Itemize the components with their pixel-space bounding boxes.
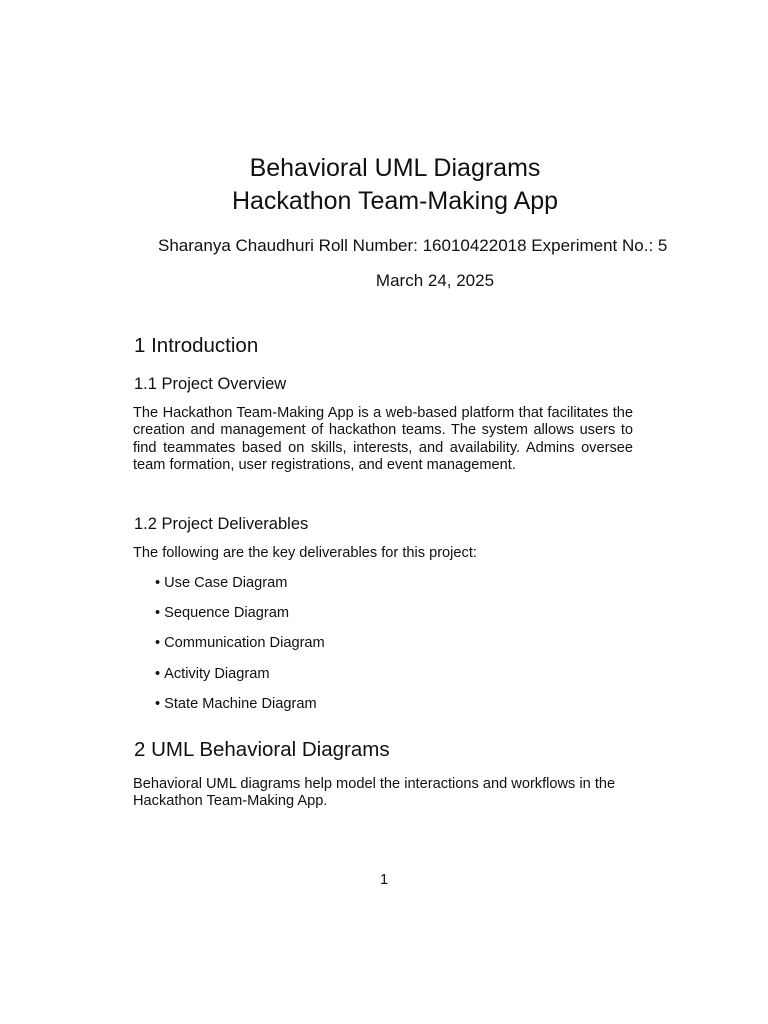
uml-behavioral-paragraph: Behavioral UML diagrams help model the interactions and workflows in the Hackathon Team-Making App.: [133, 776, 616, 810]
list-item: [155, 694, 325, 724]
deliverables-list: [155, 573, 325, 724]
list-item-label: Communication Diagram: [164, 635, 325, 652]
list-item: [155, 633, 325, 663]
bullet-icon: •: [155, 605, 161, 622]
bullet-icon: •: [155, 635, 161, 652]
list-item: [155, 664, 325, 694]
project-overview-paragraph: The Hackathon Team-Making App is a web-based platform that facilitates the creation and management of hackathon teams. The system allows users to find teammates based on skills, interests, and availability. Admins oversee team formation, user registrations, and event management.: [133, 405, 633, 474]
section-heading-uml-behavioral-diagrams: 2 UML Behavioral Diagrams: [134, 738, 390, 761]
section-heading-introduction: 1 Introduction: [134, 334, 259, 357]
bullet-icon: •: [155, 575, 161, 591]
author-line: Sharanya Chaudhuri Roll Number: 16010422018 Experiment No.: 5: [158, 236, 668, 255]
list-item-label: Use Case Diagram: [164, 575, 288, 591]
list-item-label: Activity Diagram: [164, 665, 270, 682]
list-item-label: State Machine Diagram: [164, 695, 317, 712]
bullet-icon: •: [155, 665, 161, 682]
list-item: [155, 603, 325, 633]
subsection-heading-project-deliverables: 1.2 Project Deliverables: [134, 515, 309, 533]
deliverables-intro: The following are the key deliverables for this project:: [133, 545, 477, 561]
list-item-label: Sequence Diagram: [164, 605, 290, 622]
page-number: 1: [379, 872, 389, 888]
subsection-heading-project-overview: 1.1 Project Overview: [134, 375, 287, 393]
document-title: [0, 152, 768, 218]
title-line-1: Behavioral UML Diagrams: [249, 154, 541, 182]
list-item: [155, 573, 325, 603]
title-line-2: Hackathon Team-Making App: [231, 187, 559, 215]
bullet-icon: •: [155, 695, 161, 712]
document-date: March 24, 2025: [375, 271, 495, 290]
